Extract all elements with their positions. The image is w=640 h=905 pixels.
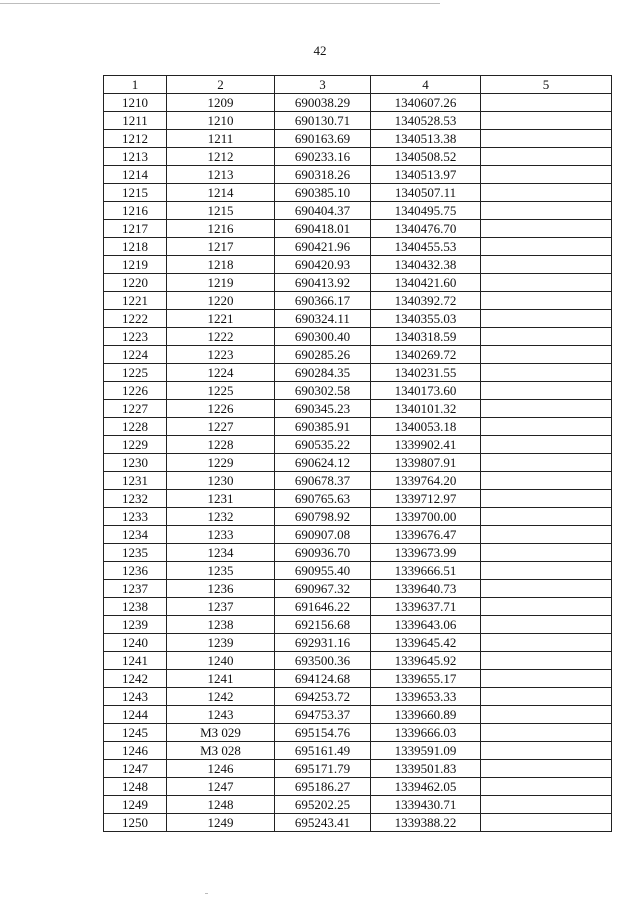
table-cell: 1211 <box>167 130 275 148</box>
table-cell: 1339712.97 <box>371 490 481 508</box>
table-cell: 1249 <box>167 814 275 832</box>
table-cell: 1238 <box>167 616 275 634</box>
table-row <box>104 760 612 778</box>
table-cell: 690233.16 <box>275 148 371 166</box>
table-cell: 1229 <box>104 436 167 454</box>
table-cell: 1236 <box>104 562 167 580</box>
table-cell: 1224 <box>104 346 167 364</box>
table-cell: 1247 <box>167 778 275 796</box>
table-cell: 1340101.32 <box>371 400 481 418</box>
table-cell: 1339676.47 <box>371 526 481 544</box>
table-cell: 1240 <box>167 652 275 670</box>
table-cell: 690765.63 <box>275 490 371 508</box>
table-cell: 1340053.18 <box>371 418 481 436</box>
table-cell: 1230 <box>104 454 167 472</box>
table-cell <box>481 382 612 400</box>
table-cell: 690324.11 <box>275 310 371 328</box>
table-cell: 1232 <box>167 508 275 526</box>
table-cell <box>481 580 612 598</box>
table-row <box>104 652 612 670</box>
table-cell: 690404.37 <box>275 202 371 220</box>
table-row <box>104 130 612 148</box>
table-row <box>104 292 612 310</box>
table-cell <box>481 202 612 220</box>
table-row <box>104 220 612 238</box>
table-cell <box>481 364 612 382</box>
table-cell: 1230 <box>167 472 275 490</box>
table-cell: 1339640.73 <box>371 580 481 598</box>
table-cell: 1340513.97 <box>371 166 481 184</box>
table-cell: 1250 <box>104 814 167 832</box>
table-row <box>104 742 612 760</box>
table-cell: 1340507.11 <box>371 184 481 202</box>
table-cell <box>481 148 612 166</box>
table-cell: 692156.68 <box>275 616 371 634</box>
table-cell: 690678.37 <box>275 472 371 490</box>
table-cell: 690624.12 <box>275 454 371 472</box>
table-cell <box>481 760 612 778</box>
table-cell: 1209 <box>167 94 275 112</box>
table-cell <box>481 166 612 184</box>
table-cell: 694253.72 <box>275 688 371 706</box>
table-cell: 1339645.92 <box>371 652 481 670</box>
table-cell: 1218 <box>167 256 275 274</box>
table-cell: 1340269.72 <box>371 346 481 364</box>
table-cell: 1227 <box>104 400 167 418</box>
table-cell: 692931.16 <box>275 634 371 652</box>
table-cell: 691646.22 <box>275 598 371 616</box>
table-cell: 1237 <box>167 598 275 616</box>
table-row <box>104 382 612 400</box>
table-row <box>104 418 612 436</box>
table-row <box>104 310 612 328</box>
table-cell: 1248 <box>104 778 167 796</box>
table-cell: 1233 <box>104 508 167 526</box>
table-row <box>104 148 612 166</box>
table-cell <box>481 238 612 256</box>
table-row <box>104 796 612 814</box>
table-cell: 1220 <box>167 292 275 310</box>
table-cell: 1235 <box>104 544 167 562</box>
table-cell: 1339673.99 <box>371 544 481 562</box>
table-cell: 1231 <box>104 472 167 490</box>
scan-mark <box>205 893 208 894</box>
table-cell: 1340508.52 <box>371 148 481 166</box>
table-cell: 1340455.53 <box>371 238 481 256</box>
table-row <box>104 508 612 526</box>
table-cell: 1223 <box>104 328 167 346</box>
table-row <box>104 112 612 130</box>
table-cell: 690285.26 <box>275 346 371 364</box>
table-cell <box>481 778 612 796</box>
table-cell: 690798.92 <box>275 508 371 526</box>
table-cell: 690345.23 <box>275 400 371 418</box>
table-cell: 1228 <box>167 436 275 454</box>
table-cell: 1231 <box>167 490 275 508</box>
table-cell: 690936.70 <box>275 544 371 562</box>
table-cell <box>481 292 612 310</box>
table-row <box>104 724 612 742</box>
table-cell: 1241 <box>167 670 275 688</box>
table-cell: 1239 <box>167 634 275 652</box>
table-cell: 1212 <box>104 130 167 148</box>
table-cell: 695202.25 <box>275 796 371 814</box>
table-cell: 690302.58 <box>275 382 371 400</box>
table-cell: 1247 <box>104 760 167 778</box>
table-cell: 1340318.59 <box>371 328 481 346</box>
table-cell <box>481 436 612 454</box>
table-cell: 1243 <box>104 688 167 706</box>
table-row <box>104 400 612 418</box>
table-cell: 1339700.00 <box>371 508 481 526</box>
table-row <box>104 364 612 382</box>
table-cell <box>481 616 612 634</box>
table-cell: 1339653.33 <box>371 688 481 706</box>
table-cell <box>481 544 612 562</box>
table-cell: 1222 <box>167 328 275 346</box>
table-cell: 1339637.71 <box>371 598 481 616</box>
table-cell: 690385.91 <box>275 418 371 436</box>
column-header: 3 <box>275 76 371 94</box>
table-cell: 690907.08 <box>275 526 371 544</box>
table-cell: 1210 <box>104 94 167 112</box>
table-row <box>104 166 612 184</box>
table-cell: 1340607.26 <box>371 94 481 112</box>
table-cell: 1339764.20 <box>371 472 481 490</box>
table-cell <box>481 94 612 112</box>
table-cell <box>481 634 612 652</box>
table-cell <box>481 814 612 832</box>
table-cell: 690130.71 <box>275 112 371 130</box>
table-cell: 1222 <box>104 310 167 328</box>
table-cell <box>481 220 612 238</box>
table-cell: 1239 <box>104 616 167 634</box>
table-cell: 1233 <box>167 526 275 544</box>
table-cell: 690300.40 <box>275 328 371 346</box>
column-header: 2 <box>167 76 275 94</box>
table-cell: 1248 <box>167 796 275 814</box>
table-cell <box>481 526 612 544</box>
page-number: 42 <box>313 43 327 58</box>
table-cell: 694753.37 <box>275 706 371 724</box>
table-row <box>104 580 612 598</box>
table-cell: 1215 <box>104 184 167 202</box>
table-cell <box>481 454 612 472</box>
table-cell: 1227 <box>167 418 275 436</box>
table-cell: 1340173.60 <box>371 382 481 400</box>
table-cell: 695186.27 <box>275 778 371 796</box>
table-cell: 1221 <box>167 310 275 328</box>
table-cell: 1246 <box>167 760 275 778</box>
table-cell: 695154.76 <box>275 724 371 742</box>
table-row <box>104 598 612 616</box>
table-cell: 1241 <box>104 652 167 670</box>
table-cell: МЗ 029 <box>167 724 275 742</box>
table-cell: 690535.22 <box>275 436 371 454</box>
table-cell: 1340231.55 <box>371 364 481 382</box>
table-cell: 1214 <box>167 184 275 202</box>
table-cell: 1339666.51 <box>371 562 481 580</box>
table-cell: 690318.26 <box>275 166 371 184</box>
table-cell <box>481 724 612 742</box>
table-cell: 1339645.42 <box>371 634 481 652</box>
table-row <box>104 616 612 634</box>
table-row <box>104 706 612 724</box>
table-row <box>104 436 612 454</box>
table-cell: 690366.17 <box>275 292 371 310</box>
table-cell: 1235 <box>167 562 275 580</box>
table-body <box>104 76 612 832</box>
table-header-row <box>104 76 612 94</box>
table-cell <box>481 598 612 616</box>
table-cell <box>481 652 612 670</box>
table-cell <box>481 688 612 706</box>
table-row <box>104 670 612 688</box>
table-cell: 1212 <box>167 148 275 166</box>
table-row <box>104 490 612 508</box>
table-cell: 1340476.70 <box>371 220 481 238</box>
table-cell: 690420.93 <box>275 256 371 274</box>
table-cell <box>481 706 612 724</box>
table-cell: 1217 <box>104 220 167 238</box>
table-cell: 1249 <box>104 796 167 814</box>
table-cell: 690413.92 <box>275 274 371 292</box>
table-cell: 690038.29 <box>275 94 371 112</box>
table-cell: 690284.35 <box>275 364 371 382</box>
table-cell: 1340495.75 <box>371 202 481 220</box>
coordinates-table <box>103 75 612 832</box>
table-cell: 1245 <box>104 724 167 742</box>
table-cell: 1226 <box>104 382 167 400</box>
table-row <box>104 454 612 472</box>
table-cell: 1218 <box>104 238 167 256</box>
table-cell: 1340355.03 <box>371 310 481 328</box>
table-cell: 695243.41 <box>275 814 371 832</box>
column-header: 5 <box>481 76 612 94</box>
table-row <box>104 94 612 112</box>
table-cell: 1223 <box>167 346 275 364</box>
table-cell: 690385.10 <box>275 184 371 202</box>
table-cell <box>481 472 612 490</box>
table-cell: 694124.68 <box>275 670 371 688</box>
table-cell: 1211 <box>104 112 167 130</box>
table-cell: 1339501.83 <box>371 760 481 778</box>
table-row <box>104 778 612 796</box>
table-cell: 1237 <box>104 580 167 598</box>
table-cell: 693500.36 <box>275 652 371 670</box>
table-row <box>104 562 612 580</box>
table-cell: 1339591.09 <box>371 742 481 760</box>
table-cell: 1339902.41 <box>371 436 481 454</box>
table-cell <box>481 670 612 688</box>
table-cell: 1242 <box>104 670 167 688</box>
table-cell: 1220 <box>104 274 167 292</box>
table-cell: 1214 <box>104 166 167 184</box>
table-cell: 690967.32 <box>275 580 371 598</box>
table-row <box>104 814 612 832</box>
column-header: 1 <box>104 76 167 94</box>
table-cell: 690955.40 <box>275 562 371 580</box>
table-cell <box>481 184 612 202</box>
table-cell: 1340513.38 <box>371 130 481 148</box>
table-cell: 695171.79 <box>275 760 371 778</box>
table-cell: 690418.01 <box>275 220 371 238</box>
table-cell: 1244 <box>104 706 167 724</box>
table-cell: 1240 <box>104 634 167 652</box>
table-row <box>104 472 612 490</box>
top-rule <box>0 3 440 4</box>
table-cell <box>481 310 612 328</box>
table-cell: 1234 <box>104 526 167 544</box>
table-cell <box>481 508 612 526</box>
table-cell <box>481 400 612 418</box>
table-cell: 1340392.72 <box>371 292 481 310</box>
table-cell: 1243 <box>167 706 275 724</box>
table-cell: 1215 <box>167 202 275 220</box>
table-cell <box>481 418 612 436</box>
table-cell: 1225 <box>167 382 275 400</box>
table-row <box>104 274 612 292</box>
table-cell: 1236 <box>167 580 275 598</box>
table-cell: 690163.69 <box>275 130 371 148</box>
table-cell: 695161.49 <box>275 742 371 760</box>
table-cell: 1339643.06 <box>371 616 481 634</box>
table-row <box>104 346 612 364</box>
table-cell: 1339655.17 <box>371 670 481 688</box>
table-cell: 1339660.89 <box>371 706 481 724</box>
table-cell: 1219 <box>104 256 167 274</box>
table-cell: 1228 <box>104 418 167 436</box>
table-cell: 1216 <box>104 202 167 220</box>
table-cell <box>481 130 612 148</box>
table-cell <box>481 742 612 760</box>
table-cell: 1339430.71 <box>371 796 481 814</box>
table-row <box>104 238 612 256</box>
table-row <box>104 526 612 544</box>
table-cell: 1216 <box>167 220 275 238</box>
table-cell <box>481 346 612 364</box>
table-cell <box>481 256 612 274</box>
table-cell: 1246 <box>104 742 167 760</box>
table-cell: 1340528.53 <box>371 112 481 130</box>
table-cell: 1213 <box>104 148 167 166</box>
table-cell: 1221 <box>104 292 167 310</box>
table-row <box>104 634 612 652</box>
table-cell: 1219 <box>167 274 275 292</box>
table-cell <box>481 274 612 292</box>
table-row <box>104 256 612 274</box>
table-cell: 1340432.38 <box>371 256 481 274</box>
table-cell: 1340421.60 <box>371 274 481 292</box>
table-cell: 1224 <box>167 364 275 382</box>
table-cell: 690421.96 <box>275 238 371 256</box>
table-cell: МЗ 028 <box>167 742 275 760</box>
table-row <box>104 688 612 706</box>
column-header: 4 <box>371 76 481 94</box>
table-cell: 1339807.91 <box>371 454 481 472</box>
table-cell <box>481 490 612 508</box>
table-cell <box>481 796 612 814</box>
table-cell: 1229 <box>167 454 275 472</box>
table-cell <box>481 112 612 130</box>
table-cell: 1217 <box>167 238 275 256</box>
table-row <box>104 328 612 346</box>
table-cell: 1225 <box>104 364 167 382</box>
table-cell <box>481 562 612 580</box>
table-cell: 1234 <box>167 544 275 562</box>
table-cell: 1242 <box>167 688 275 706</box>
table-cell: 1226 <box>167 400 275 418</box>
table-cell: 1213 <box>167 166 275 184</box>
table-row <box>104 544 612 562</box>
table-cell <box>481 328 612 346</box>
table-cell: 1339388.22 <box>371 814 481 832</box>
table-row <box>104 184 612 202</box>
table-row <box>104 202 612 220</box>
table-cell: 1238 <box>104 598 167 616</box>
table-cell: 1232 <box>104 490 167 508</box>
table-cell: 1339666.03 <box>371 724 481 742</box>
table-cell: 1210 <box>167 112 275 130</box>
table-cell: 1339462.05 <box>371 778 481 796</box>
